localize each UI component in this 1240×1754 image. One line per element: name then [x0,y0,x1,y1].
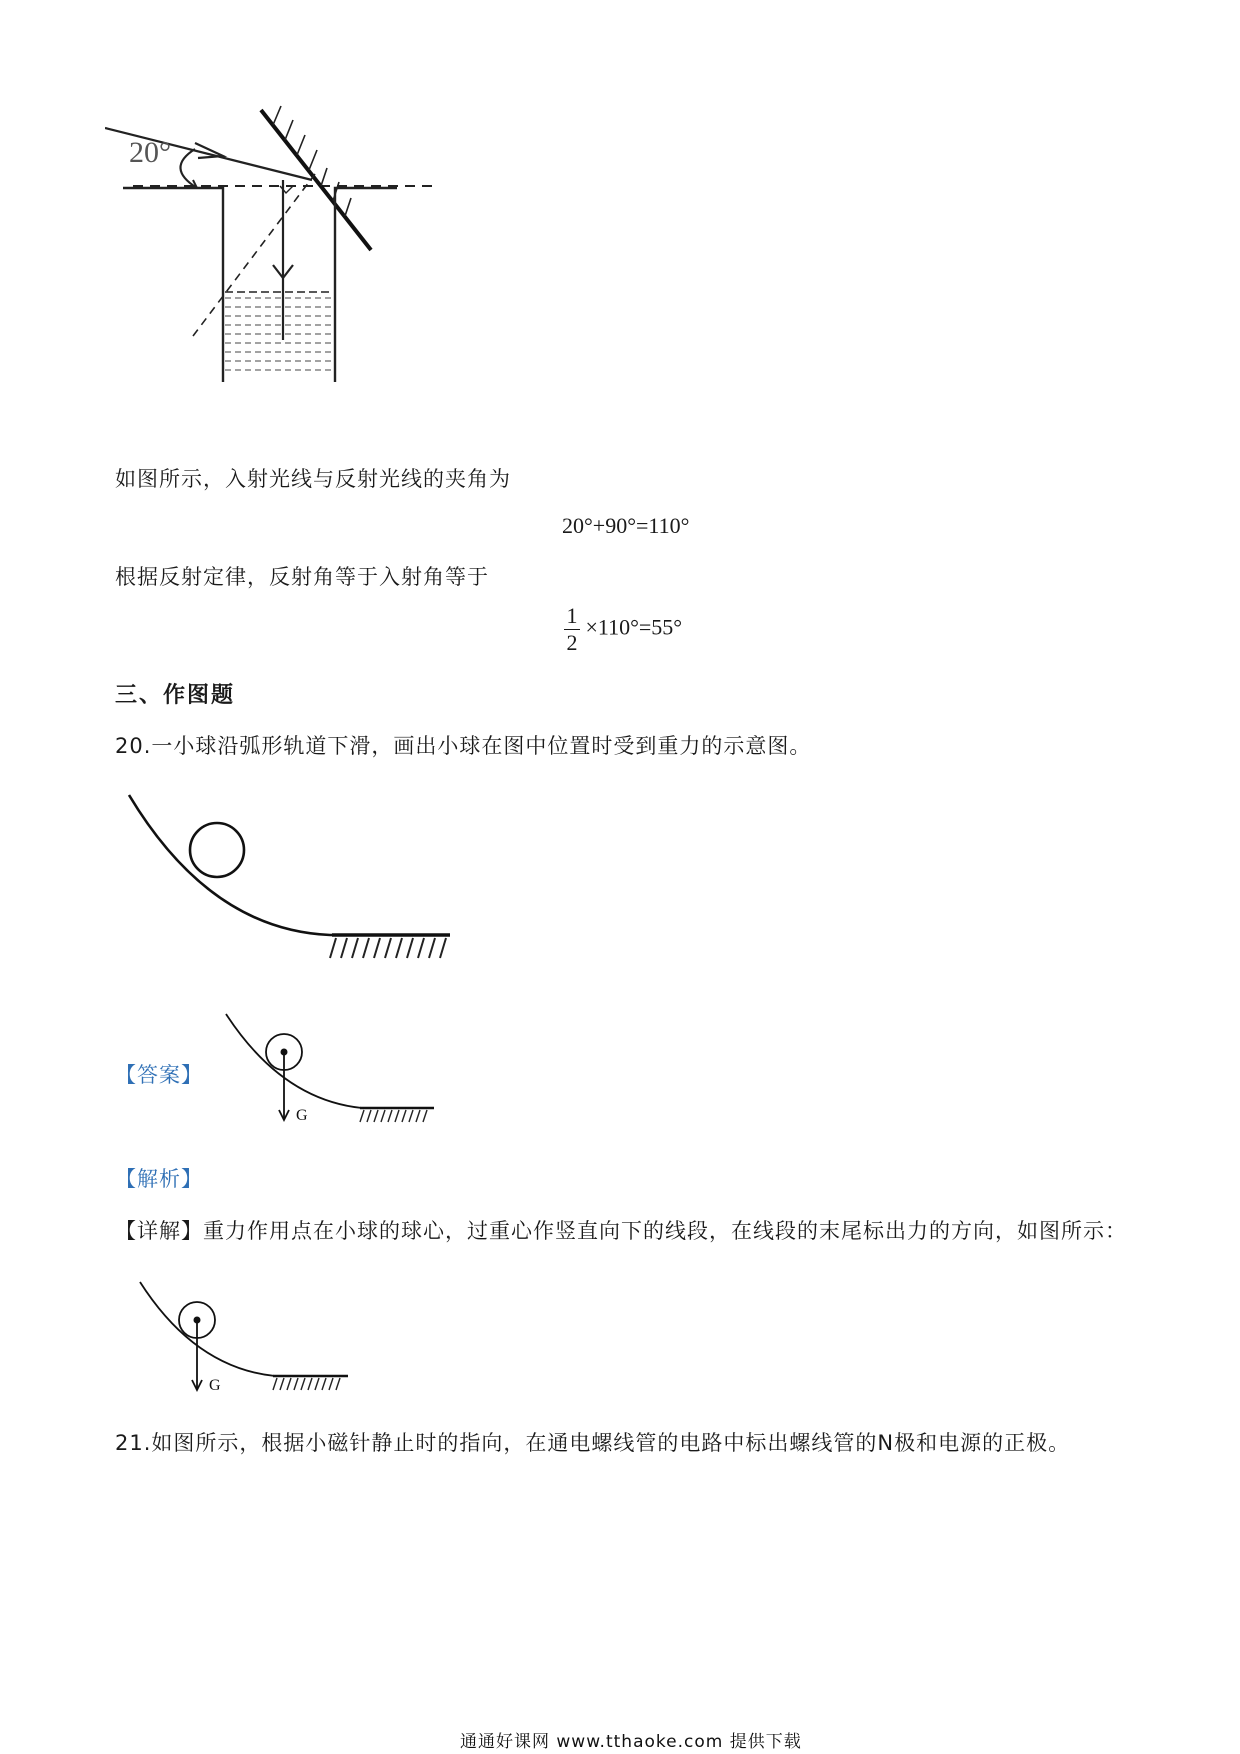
explanation-line-1: 如图所示，入射光线与反射光线的夹角为 [115,467,511,491]
ball-track-figure [120,790,460,965]
equation-rest: ×110°=55° [585,614,683,640]
detail-force-label: G [209,1377,221,1394]
equation-half-angle [564,603,682,656]
analysis-label: 【解析】 [115,1167,203,1191]
ball [190,823,244,877]
question-21-text: 21.如图所示，根据小磁针静止时的指向，在通电螺线管的电路中标出螺线管的N极和电源的正极。 [115,1431,1071,1455]
detail-paragraph [115,1215,1127,1245]
fraction-denominator: 2 [566,630,578,655]
answer-force-label: G [296,1107,308,1124]
detail-prefix: 【详解】 [115,1219,203,1243]
answer-label: 【答案】 [115,1063,203,1087]
section-heading: 三、作图题 [115,683,236,708]
page-footer: 通通好课网 www.tthaoke.com 提供下载 [460,1732,802,1752]
detail-figure [135,1278,360,1403]
fraction-numerator: 1 [566,603,578,628]
mirror-reflection-figure [105,100,455,435]
answer-figure [222,1010,442,1130]
question-20-text: 20.一小球沿弧形轨道下滑，画出小球在图中位置时受到重力的示意图。 [115,734,812,758]
equation-angle-sum: 20°+90°=110° [562,513,690,538]
angle-label: 20° [129,136,171,169]
fraction [564,603,580,656]
detail-text: 重力作用点在小球的球心，过重心作竖直向下的线段，在线段的末尾标出力的方向，如图所示： [203,1219,1127,1243]
explanation-line-2: 根据反射定律，反射角等于入射角等于 [115,565,489,589]
